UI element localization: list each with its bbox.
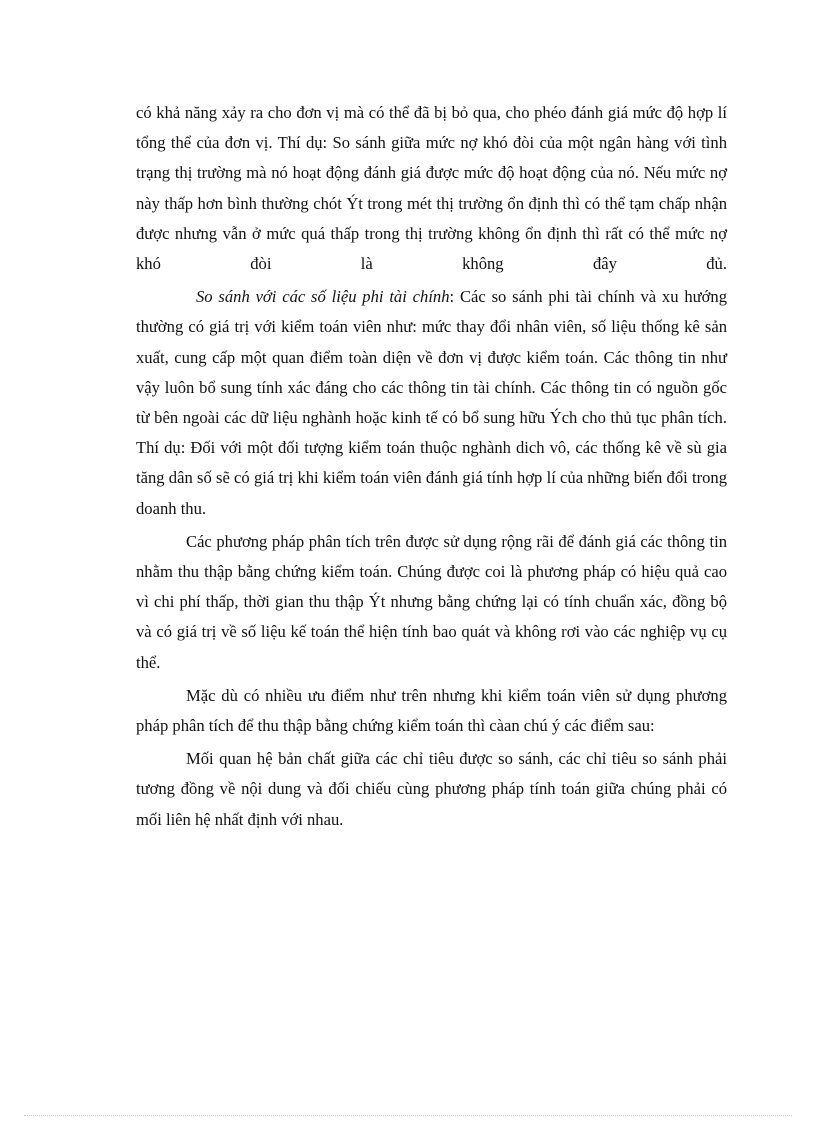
paragraph-text: : Các so sánh phi tài chính và xu hướng thường có giá trị với kiểm toán viên như: mức thay đổi nhân viên, số liệu thống kê sản xuất, cung cấp một quan điểm toàn diện về đơn vị được kiểm toán. Các thông tin như vậy luôn bổ sung tính xác đáng cho các thông tin tài chính. Các thông tin có nguồn gốc từ bên ngoài các dữ liệu nghành hoặc kinh tế có bổ sung hữu Ých cho thủ tục phân tích. Thí dụ: Đối với một đối tượng kiểm toán thuộc nghành dich vô, các thống kê về sù gia tăng dân số sẽ có giá trị khi kiểm toán viên đánh giá tính hợp lí của những biến đổi trong doanh thu. xyxy=(136,287,727,518)
paragraph-non-financial-comparison xyxy=(136,282,727,524)
paragraph-text: có khả năng xảy ra cho đơn vị mà có thể đã bị bỏ qua, cho phéo đánh giá mức độ hợp lí tổng thể của đơn vị. Thí dụ: So sánh giữa mức nợ khó đòi của một ngân hàng với tình trạng thị trường mà nó hoạt động đánh giá được mức độ hoạt động của nó. Nếu mức nợ này thấp hơn bình thường chót Ýt trong mét thị trường ổn định thì có thể tạm chấp nhận được nhưng vẫn ở mức quá thấp trong thị trường không ổn định thì rất có thể mức nợ khó đòi là không đây đủ. xyxy=(136,103,727,274)
paragraph-continuation xyxy=(136,98,727,279)
paragraph-analysis-methods xyxy=(136,527,727,678)
paragraph-caveats-intro xyxy=(136,681,727,741)
document-body xyxy=(136,98,727,838)
page-bottom-divider xyxy=(24,1115,792,1116)
paragraph-lead-italic: So sánh với các số liệu phi tài chính xyxy=(196,287,450,307)
paragraph-text: Các phương pháp phân tích trên được sử dụng rộng rãi để đánh giá các thông tin nhằm thu thập bằng chứng kiểm toán. Chúng được coi là phương pháp có hiệu quả cao vì chi phí thấp, thời gian thu thập Ýt nhưng bằng chứng lại có tính chuẩn xác, đồng bộ và có giá trị về số liệu kế toán thể hiện tính bao quát và không rơi vào các nghiệp vụ cụ thể. xyxy=(136,531,727,672)
paragraph-indicator-relationship xyxy=(136,744,727,835)
paragraph-text: Mặc dù có nhiều ưu điểm như trên nhưng khi kiểm toán viên sử dụng phương pháp phân tích để thu thập bằng chứng kiểm toán thì càan chú ý các điểm sau: xyxy=(136,685,727,736)
paragraph-text: Mối quan hệ bản chất giữa các chỉ tiêu được so sánh, các chỉ tiêu so sánh phải tương đồng về nội dung và đối chiếu cùng phương pháp tính toán giữa chúng phải có mối liên hệ nhất định với nhau. xyxy=(136,749,727,829)
